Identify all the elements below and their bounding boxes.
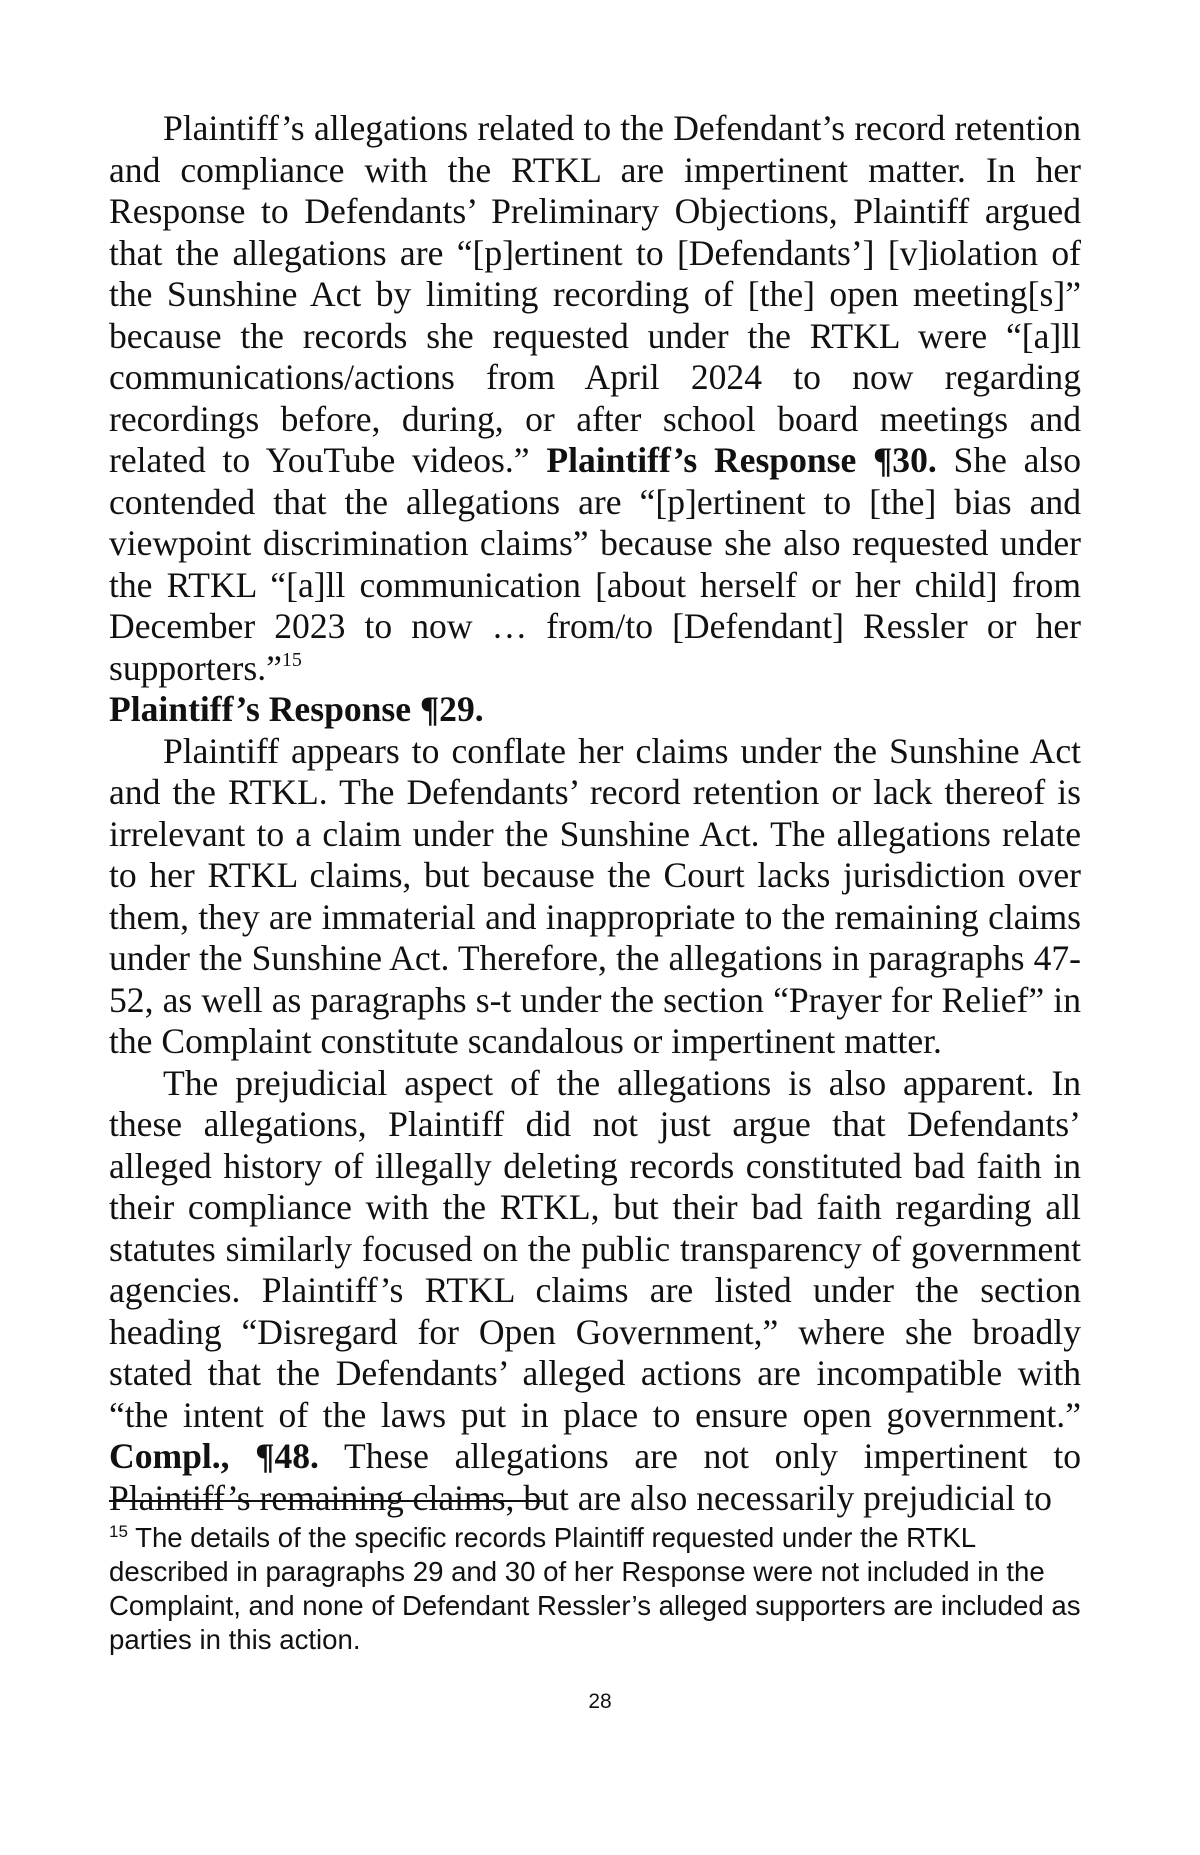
page-number: 28 bbox=[588, 1690, 612, 1713]
citation-plaintiffs-response-29: Plaintiff’s Response ¶29. bbox=[109, 689, 484, 729]
paragraph-3-text-b: These allegations are not only impertinent to Plaintiff’s remaining claims, but are also necessarily prejudicial to bbox=[109, 1436, 1081, 1518]
paragraph-3 bbox=[109, 1063, 1081, 1520]
paragraph-3-text-a: The prejudicial aspect of the allegations is also apparent. In these allegations, Plaintiff did not just argue that Defendants’ alleged history of illegally deleting records constituted bad faith in their compliance with the RTKL, but their bad faith regarding all statutes similarly focused on the public transparency of government agencies. Plaintiff’s RTKL claims are listed under the section heading “Disregard for Open Government,” where she broadly stated that the Defendants’ alleged actions are incompatible with “the intent of the laws put in place to ensure open government.” bbox=[109, 1062, 1081, 1435]
paragraph-1-text-a: Plaintiff’s allegations related to the Defendant’s record retention and compliance with the RTKL are impertinent matter. In her Response to Defendants’ Preliminary Objections, Plaintiff argued that the allegations are “[p]ertinent to [Defendants’] [v]iolation of the Sunshine Act by limiting recording of [the] open meeting[s]” because the records she requested under the RTKL were “[a]ll communications/actions from April 2024 to now regarding recordings before, during, or after school board meetings and related to YouTube videos.” bbox=[109, 108, 1081, 480]
footnote-reference-15[interactable]: 15 bbox=[281, 648, 302, 671]
footnote-15 bbox=[109, 1521, 1081, 1657]
paragraph-1-text-b: She also contended that the allegations are “[p]ertinent to [the] bias and viewpoint discrimination claims” because she also requested under the RTKL “[a]ll communication [about herself or her child] from December 2023 to now … from/to [Defendant] Ressler or her supporters.” bbox=[109, 440, 1081, 688]
citation-compl-48: Compl., ¶48. bbox=[109, 1436, 319, 1476]
paragraph-2: Plaintiff appears to conflate her claims under the Sunshine Act and the RTKL. The Defendants’ record retention or lack thereof is irrelevant to a claim under the Sunshine Act. The allegations relate to her RTKL claims, but because the Court lacks jurisdiction over them, they are immaterial and inappropriate to the remaining claims under the Sunshine Act. Therefore, the allegations in paragraphs 47-52, as well as paragraphs s-t under the section “Prayer for Relief” in the Complaint constitute scandalous or impertinent matter. bbox=[109, 730, 1081, 1061]
page-body bbox=[109, 108, 1081, 1519]
paragraph-1 bbox=[109, 108, 1081, 731]
footnote-text: The details of the specific records Plaintiff requested under the RTKL described in paragraphs 29 and 30 of her Response were not included in the Complaint, and none of Defendant Ressler’s alleged supporters are included as parties in this action. bbox=[109, 1522, 1081, 1655]
citation-plaintiffs-response-30: Plaintiff’s Response ¶30. bbox=[546, 440, 937, 480]
footnote-separator bbox=[109, 1500, 543, 1502]
footnote-number: 15 bbox=[109, 1522, 128, 1541]
